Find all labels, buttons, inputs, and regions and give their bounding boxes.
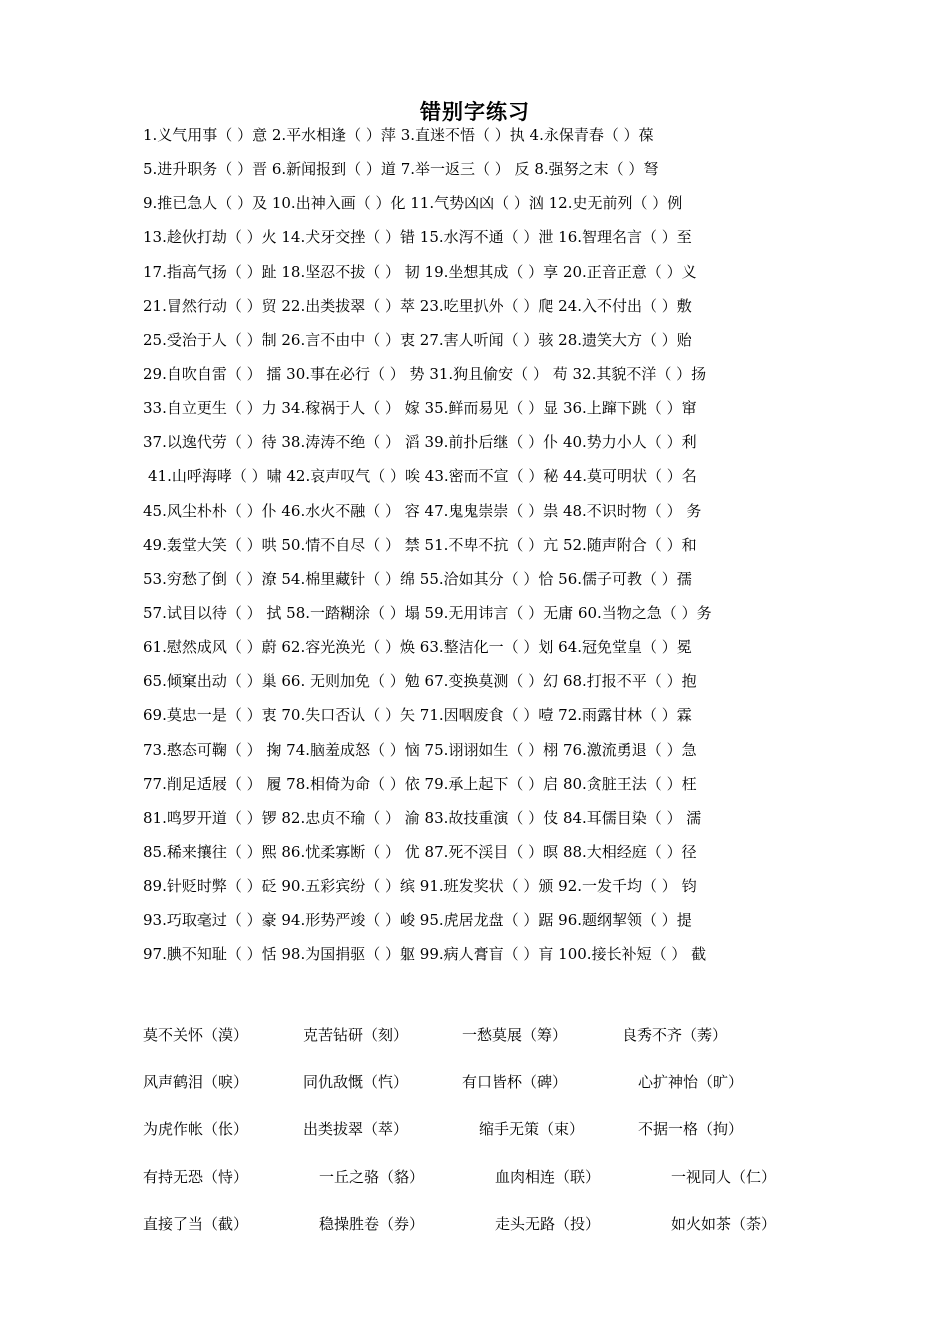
answer-item: 出类拔翠（萃）	[303, 1120, 409, 1139]
answer-item: 一视同人（仁）	[671, 1167, 777, 1186]
answer-item: 克苦钻研（刻）	[303, 1026, 409, 1044]
answer-item: 稳操胜卷（券）	[319, 1214, 425, 1233]
document-title: 错别字练习	[420, 99, 530, 124]
question-line: 81.鸣罗开道（ ）锣 82.忠贞不瑜（ ） 渝 83.故技重演（ ）伎 84.耳儒目染（ ） 濡	[143, 808, 702, 827]
question-line: 45.风尘朴朴（ ）仆 46.水火不融（ ） 容 47.鬼鬼崇崇（ ）祟 48.不识时物（ ） 务	[143, 501, 702, 520]
answer-item: 缩手无策（束）	[479, 1120, 585, 1139]
answer-item: 莫不关怀（漠）	[143, 1026, 249, 1044]
question-line: 77.削足适屐（ ） 履 78.相倚为命（ ）依 79.承上起下（ ）启 80.贪脏王法（ ）枉	[143, 774, 697, 793]
answer-item: 一愁莫展（筹）	[462, 1026, 568, 1044]
question-line: 73.憨态可鞠（ ） 掬 74.脑羞成怒（ ）恼 75.诩诩如生（ ）栩 76.激流勇退（ ）急	[143, 740, 697, 759]
answer-list	[143, 1024, 923, 1260]
answer-row	[143, 1071, 923, 1118]
answer-item: 良秀不齐（莠）	[622, 1026, 728, 1044]
question-line: 41.山呼海哮（ ）啸 42.哀声叹气（ ）唉 43.密而不宣（ ）秘 44.莫可明状（ ）名	[148, 467, 697, 486]
answer-item: 一丘之骆（貉）	[319, 1167, 425, 1186]
answer-item: 同仇敌慨（忾）	[303, 1073, 409, 1092]
answer-item: 有持无恐（恃）	[143, 1167, 249, 1186]
question-line: 13.趁伙打劫（ ）火 14.犬牙交挫（ ）错 15.水泻不通（ ）泄 16.智理名言（ ）至	[143, 228, 692, 247]
question-line: 9.推已急人（ ）及 10.出神入画（ ）化 11.气势凶凶（ ）汹 12.史无前列（ ）例	[143, 194, 683, 213]
question-line: 49.轰堂大笑（ ）哄 50.情不自尽（ ） 禁 51.不卑不抗（ ）亢 52.随声附合（ ）和	[143, 535, 697, 554]
answer-row	[143, 1118, 923, 1165]
question-line: 21.冒然行动（ ）贸 22.出类拔翠（ ）萃 23.吃里扒外（ ）爬 24.入不付出（ ）敷	[143, 296, 692, 315]
answer-row	[143, 1213, 923, 1260]
question-line: 57.试目以待（ ） 拭 58.一踏糊涂（ ）塌 59.无用讳言（ ）无庸 60.当物之急（ ）务	[143, 603, 712, 622]
question-line: 5.进升职务（ ）晋 6.新闻报到（ ）道 7.举一返三（ ） 反 8.强努之末（ ）弩	[143, 160, 659, 179]
answer-row	[143, 1024, 923, 1071]
question-line: 25.受治于人（ ）制 26.言不由中（ ）衷 27.害人听闻（ ）骇 28.遗笑大方（ ）贻	[143, 330, 692, 349]
answer-item: 血肉相连（联）	[495, 1167, 601, 1186]
question-line: 65.倾窠出动（ ）巢 66. 无则加免（ ）勉 67.变换莫测（ ）幻 68.打报不平（ ）抱	[143, 672, 697, 691]
answer-item: 心扩神怡（旷）	[638, 1073, 744, 1092]
question-line: 85.稀来攘往（ ）熙 86.忧柔寡断（ ） 优 87.死不渓目（ ）暝 88.大相经庭（ ）径	[143, 842, 697, 861]
answer-item: 不据一格（拘）	[638, 1120, 744, 1139]
question-line: 29.自吹自雷（ ） 擂 30.事在必行（ ） 势 31.狗且偷安（ ） 苟 32.其貌不洋（ ）扬	[143, 364, 707, 383]
answer-item: 为虎作帐（伥）	[143, 1120, 249, 1139]
answer-item: 如火如茶（荼）	[671, 1214, 777, 1233]
answer-item: 风声鹤泪（唳）	[143, 1073, 249, 1092]
question-line: 1.义气用事（ ）意 2.平水相逢（ ）萍 3.直迷不悟（ ）执 4.永保青春（ ）葆	[143, 126, 654, 144]
question-line: 17.指高气扬（ ）趾 18.坚忍不拔（ ） 韧 19.坐想其成（ ）享 20.正音正意（ ）义	[143, 262, 697, 281]
answer-item: 走头无路（投）	[495, 1214, 601, 1233]
question-line: 97.腆不知耻（ ）恬 98.为国捐驱（ ）躯 99.病人膏盲（ ）肓 100.接长补短（ ） 截	[143, 945, 707, 964]
question-line: 37.以逸代劳（ ）待 38.涛涛不绝（ ） 滔 39.前扑后继（ ）仆 40.势力小人（ ）利	[143, 433, 697, 452]
question-line: 69.莫忠一是（ ）衷 70.失口否认（ ）矢 71.因咽废食（ ）噎 72.雨露甘林（ ）霖	[143, 706, 692, 725]
question-line: 33.自立更生（ ）力 34.稼祸于人（ ） 嫁 35.鲜而易见（ ）显 36.上蹿下跳（ ）窜	[143, 399, 697, 418]
question-line: 93.巧取毫过（ ）豪 94.形势严竣（ ）峻 95.虎居龙盘（ ）踞 96.题纲挈领（ ）提	[143, 911, 692, 930]
question-line: 53.穷愁了倒（ ）潦 54.棉里藏针（ ）绵 55.洽如其分（ ）恰 56.儒子可教（ ）孺	[143, 569, 692, 588]
answer-item: 有口皆杯（碑）	[462, 1073, 568, 1092]
answer-item: 直接了当（截）	[143, 1214, 249, 1233]
question-list	[143, 122, 913, 976]
answer-row	[143, 1166, 923, 1213]
question-line: 89.针贬时弊（ ）砭 90.五彩宾纷（ ）缤 91.班发奖状（ ）颁 92.一发千均（ ） 钧	[143, 877, 697, 896]
question-line: 61.慰然成风（ ）蔚 62.容光涣光（ ）焕 63.整洁化一（ ）划 64.冠免堂皇（ ）冕	[143, 638, 692, 657]
